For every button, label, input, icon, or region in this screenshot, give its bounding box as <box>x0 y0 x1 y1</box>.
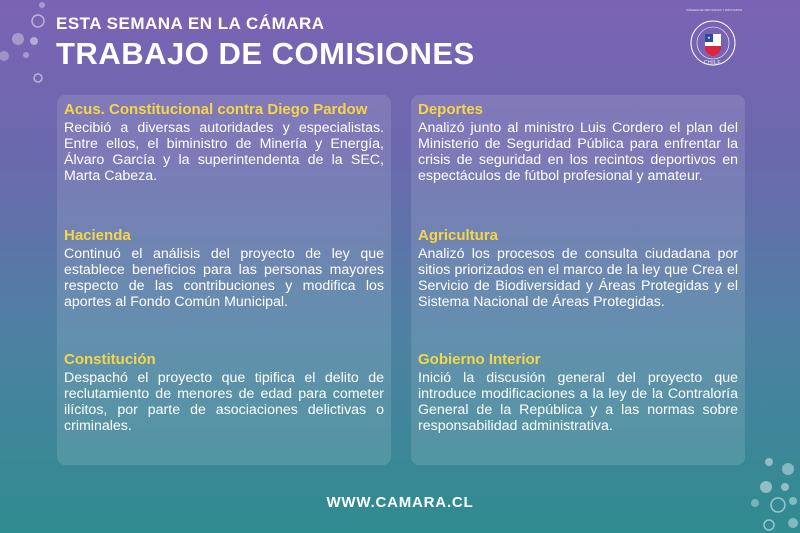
section-title: Agricultura <box>418 227 499 244</box>
footer-url[interactable]: WWW.CAMARA.CL <box>326 494 474 511</box>
section-gobierno-interior <box>418 351 738 434</box>
right-panel <box>411 95 745 465</box>
section-body: Analizó los procesos de consulta ciudadana por sitios priorizados en el marco de la ley que Crea el Servicio de Biodiversidad y Áreas Protegidas y el Sistema Nacional de Áreas Protegidas. <box>418 246 738 310</box>
section-title: Deportes <box>418 101 484 118</box>
section-body: Analizó junto al ministro Luis Cordero el plan del Ministerio de Seguridad Pública para enfrentar la crisis de seguridad en los recintos deportivos en espectáculos de fútbol profesional y amateur. <box>418 120 738 184</box>
section-title: Acus. Constitucional contra Diego Pardow <box>64 101 368 118</box>
seal-text-top: CÁMARA DE DIPUTADAS Y DIPUTADOS <box>686 8 743 12</box>
section-acusacion-constitucional <box>64 101 384 184</box>
section-agricultura <box>418 227 738 310</box>
section-title: Constitución <box>64 351 156 368</box>
seal-text-bottom: CHILE <box>704 60 722 66</box>
left-panel <box>57 95 391 465</box>
header <box>56 14 475 72</box>
section-hacienda <box>64 227 384 310</box>
page-title: TRABAJO DE COMISIONES <box>56 36 475 71</box>
decorative-dots-bottom-right <box>745 445 800 533</box>
decorative-dots-top-left <box>0 0 50 90</box>
header-subtitle: ESTA SEMANA EN LA CÁMARA <box>56 14 325 33</box>
section-title: Hacienda <box>64 227 131 244</box>
section-constitucion <box>64 351 384 434</box>
section-body: Inició la discusión general del proyecto que introduce modificaciones a la ley de la Contraloría General de la República y a las normas sobre responsabilidad administrativa. <box>418 370 738 434</box>
section-body: Despachó el proyecto que tipifica el delito de reclutamiento de menores de edad para cometer ilícitos, por parte de asociaciones delictivas o criminales. <box>64 370 384 434</box>
section-body: Continuó el análisis del proyecto de ley que establece beneficios para las personas mayores respecto de las contribuciones y modifica los aportes al Fondo Común Municipal. <box>64 246 384 310</box>
section-deportes <box>418 101 738 184</box>
section-title: Gobierno Interior <box>418 351 541 368</box>
section-body: Recibió a diversas autoridades y especialistas. Entre ellos, el biministro de Minería y Energía, Álvaro García y la superintendenta de la SEC, Marta Cabeza. <box>64 120 384 184</box>
